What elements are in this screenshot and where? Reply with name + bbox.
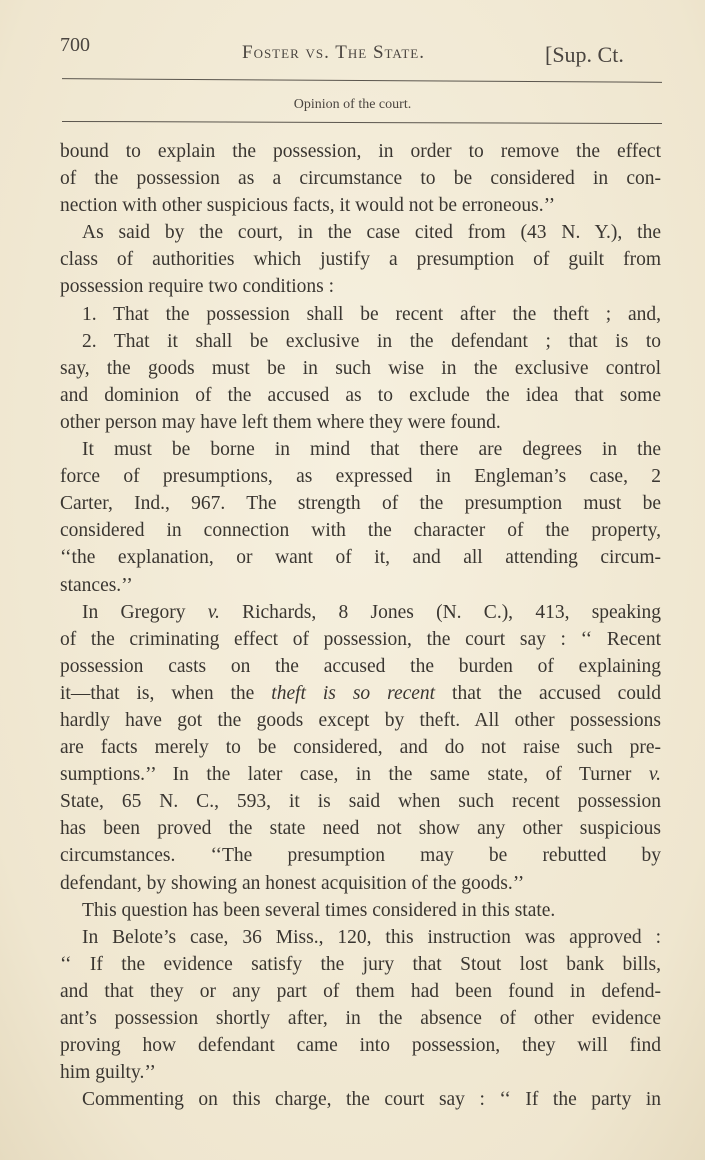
text-line (60, 138, 661, 165)
text-segment: possession require two conditions : (60, 276, 335, 298)
text-line (60, 1059, 661, 1086)
text-line (60, 951, 661, 978)
text-segment: As said by the court, in the case cited from (43 N. Y.), the (82, 222, 661, 244)
text-line (60, 1005, 661, 1032)
text-segment: him guilty.’’ (60, 1062, 156, 1084)
text-line (60, 572, 661, 599)
text-line (60, 490, 661, 517)
text-segment: Richards, 8 Jones (N. C.), 413, speaking (219, 601, 661, 623)
text-segment: of the criminating effect of possession, the court say : ‘‘ Recent (60, 628, 661, 650)
section-heading: Opinion of the court. (293, 97, 412, 112)
text-segment: 1. That the possession shall be recent after the theft ; and, (82, 303, 661, 325)
text-segment: ant’s possession shortly after, in the absence of other evidence (60, 1008, 661, 1029)
italic-text: v. (648, 764, 661, 786)
text-line (60, 1086, 661, 1113)
text-line (60, 734, 661, 761)
text-segment: has been proved the state need not show any other suspicious (60, 818, 661, 840)
text-segment: hardly have got the goods except by theft. All other possessions (60, 709, 661, 731)
text-line (60, 517, 661, 544)
text-segment: and that they or any part of them had been found in defend- (60, 980, 661, 1002)
text-segment: State, 65 N. C., 593, it is said when such recent possession (60, 791, 661, 813)
text-line (60, 626, 661, 653)
text-segment: that the accused could (435, 682, 661, 704)
text-line (60, 1032, 661, 1059)
text-line (60, 463, 661, 490)
text-line (60, 409, 661, 436)
text-line (60, 192, 661, 219)
header-rule-top (62, 78, 662, 83)
text-segment: other person may have left them where they were found. (60, 411, 501, 433)
court-label: [Sup. Ct. (545, 42, 624, 67)
text-segment: bound to explain the possession, in order to remove the effect (60, 141, 661, 162)
text-segment: ‘‘ If the evidence satisfy the jury that Stout lost bank bills, (60, 953, 661, 975)
text-segment: possession casts on the accused the burden of explaining (60, 655, 661, 677)
text-segment: It must be borne in mind that there are degrees in the (82, 439, 661, 461)
text-line (60, 680, 661, 707)
text-segment: nection with other suspicious facts, it would not be erroneous.’’ (60, 195, 556, 217)
text-line (60, 761, 661, 788)
text-line (60, 815, 661, 842)
text-line (60, 788, 661, 815)
text-segment: In Gregory (82, 601, 208, 623)
text-line (60, 870, 661, 897)
text-line (60, 436, 661, 463)
text-segment: of the possession as a circumstance to be considered in con- (60, 168, 661, 190)
text-line (60, 355, 661, 382)
italic-text: theft is so recent (271, 682, 436, 704)
body-text (60, 138, 661, 1113)
text-line (60, 219, 661, 246)
italic-text: v. (207, 601, 220, 623)
text-segment: and dominion of the accused as to exclude the idea that some (60, 384, 661, 406)
text-segment: This question has been several times considered in this state. (82, 899, 556, 921)
text-segment: class of authorities which justify a presumption of guilt from (60, 249, 661, 271)
text-segment: are facts merely to be considered, and do not raise such pre- (60, 737, 661, 759)
text-segment: In Belote’s case, 36 Miss., 120, this instruction was approved : (82, 926, 661, 948)
text-segment: defendant, by showing an honest acquisition of the goods.’’ (60, 872, 525, 894)
text-line (60, 924, 661, 951)
text-line (60, 273, 661, 300)
text-line (60, 707, 661, 734)
text-segment: say, the goods must be in such wise in the exclusive control (60, 357, 661, 379)
page-number: 700 (60, 34, 90, 56)
text-line (60, 246, 661, 273)
running-title: Foster vs. The State. (242, 42, 425, 63)
text-segment: proving how defendant came into possession, they will find (60, 1035, 661, 1057)
text-line (60, 544, 661, 571)
text-line (60, 842, 661, 869)
text-segment: circumstances. ‘‘The presumption may be rebutted by (60, 845, 661, 867)
text-segment: it—that is, when the (60, 682, 272, 704)
text-line (60, 978, 661, 1005)
text-segment: considered in connection with the character of the property, (60, 520, 661, 542)
text-segment: 2. That it shall be exclusive in the defendant ; that is to (82, 330, 661, 352)
text-line (60, 599, 661, 626)
text-segment: force of presumptions, as expressed in Engleman’s case, 2 (60, 466, 661, 488)
text-segment: Carter, Ind., 967. The strength of the presumption must be (60, 493, 661, 515)
text-line (60, 897, 661, 924)
text-segment: sumptions.’’ In the later case, in the same state, of Turner (60, 764, 649, 786)
text-segment: stances.’’ (60, 574, 133, 596)
text-line (60, 328, 661, 355)
text-line (60, 653, 661, 680)
text-line (60, 301, 661, 328)
text-segment: Commenting on this charge, the court say : ‘‘ If the party in (82, 1089, 661, 1111)
text-line (60, 382, 661, 409)
text-segment: ‘‘the explanation, or want of it, and all attending circum- (60, 547, 661, 569)
text-line (60, 165, 661, 192)
header-rule-bottom (62, 121, 662, 124)
